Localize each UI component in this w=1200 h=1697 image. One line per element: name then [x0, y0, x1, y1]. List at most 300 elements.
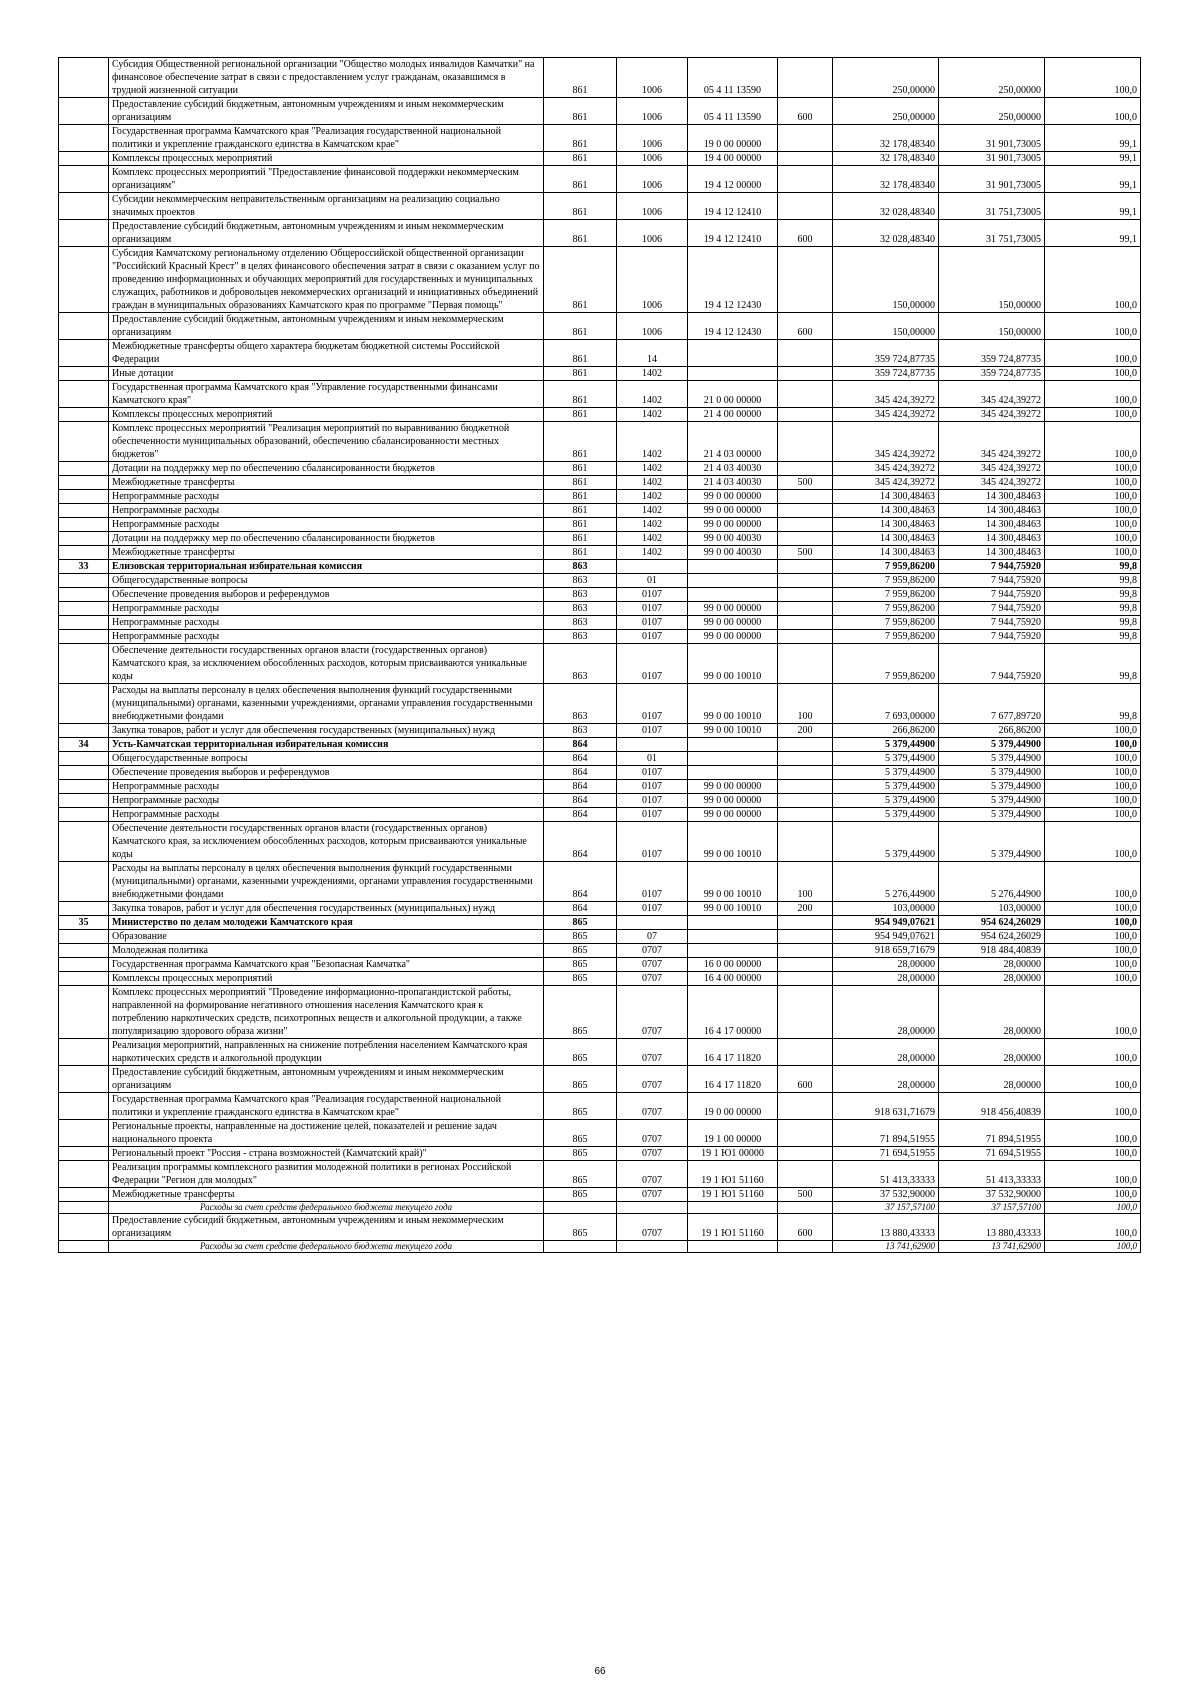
executed-amount-cell: 5 379,44900: [939, 738, 1045, 752]
section-code-cell: 0107: [617, 588, 688, 602]
ministry-code-cell: 863: [544, 644, 617, 684]
ministry-code-cell: 861: [544, 166, 617, 193]
expense-type-cell: [778, 381, 833, 408]
expense-type-cell: [778, 1120, 833, 1147]
target-article-cell: 16 4 17 11820: [688, 1066, 778, 1093]
section-code-cell: 0107: [617, 862, 688, 902]
execution-percent-cell: 100,0: [1045, 944, 1141, 958]
expense-type-cell: [778, 152, 833, 166]
expense-name-cell: Расходы за счет средств федерального бюджета текущего года: [109, 1241, 544, 1253]
execution-percent-cell: 99,8: [1045, 574, 1141, 588]
expense-type-cell: [778, 766, 833, 780]
ministry-code-cell: 861: [544, 408, 617, 422]
expense-type-cell: [778, 588, 833, 602]
table-row: [59, 1147, 1141, 1161]
expense-type-cell: [778, 247, 833, 313]
ministry-code-cell: 861: [544, 422, 617, 462]
expense-type-cell: [778, 462, 833, 476]
row-number-cell: [59, 1039, 109, 1066]
table-row: [59, 574, 1141, 588]
executed-amount-cell: 7 944,75920: [939, 602, 1045, 616]
planned-amount-cell: 32 028,48340: [833, 193, 939, 220]
planned-amount-cell: 5 379,44900: [833, 794, 939, 808]
expense-name-cell: Министерство по делам молодежи Камчатского края: [109, 916, 544, 930]
table-row: [59, 490, 1141, 504]
planned-amount-cell: 954 949,07621: [833, 930, 939, 944]
expense-name-cell: Предоставление субсидий бюджетным, автономным учреждениям и иным некоммерческим организациям: [109, 313, 544, 340]
execution-percent-cell: 100,0: [1045, 313, 1141, 340]
planned-amount-cell: 32 178,48340: [833, 125, 939, 152]
expense-name-cell: Непрограммные расходы: [109, 490, 544, 504]
section-code-cell: 0107: [617, 808, 688, 822]
ministry-code-cell: 863: [544, 602, 617, 616]
section-code-cell: 14: [617, 340, 688, 367]
table-row: [59, 313, 1141, 340]
execution-percent-cell: 100,0: [1045, 504, 1141, 518]
planned-amount-cell: 5 379,44900: [833, 738, 939, 752]
expense-name-cell: Предоставление субсидий бюджетным, автономным учреждениям и иным некоммерческим организациям: [109, 98, 544, 125]
ministry-code-cell: 861: [544, 381, 617, 408]
expense-type-cell: 600: [778, 1066, 833, 1093]
ministry-code-cell: 865: [544, 1188, 617, 1202]
expense-type-cell: 600: [778, 313, 833, 340]
row-number-cell: [59, 630, 109, 644]
ministry-code-cell: 864: [544, 862, 617, 902]
table-row: [59, 125, 1141, 152]
planned-amount-cell: 5 379,44900: [833, 752, 939, 766]
expense-name-cell: Непрограммные расходы: [109, 794, 544, 808]
section-code-cell: 0707: [617, 958, 688, 972]
table-row: [59, 560, 1141, 574]
executed-amount-cell: 7 944,75920: [939, 630, 1045, 644]
execution-percent-cell: 99,8: [1045, 630, 1141, 644]
section-code-cell: 1402: [617, 532, 688, 546]
planned-amount-cell: 345 424,39272: [833, 422, 939, 462]
planned-amount-cell: 32 178,48340: [833, 166, 939, 193]
executed-amount-cell: 31 751,73005: [939, 193, 1045, 220]
expense-name-cell: Непрограммные расходы: [109, 808, 544, 822]
ministry-code-cell: 865: [544, 1066, 617, 1093]
expense-name-cell: Комплексы процессных мероприятий: [109, 972, 544, 986]
planned-amount-cell: 51 413,33333: [833, 1161, 939, 1188]
expense-type-cell: 600: [778, 220, 833, 247]
executed-amount-cell: 31 901,73005: [939, 166, 1045, 193]
section-code-cell: 0707: [617, 1161, 688, 1188]
section-code-cell: [617, 560, 688, 574]
executed-amount-cell: 7 944,75920: [939, 616, 1045, 630]
table-row: [59, 916, 1141, 930]
row-number-cell: [59, 504, 109, 518]
table-row: [59, 408, 1141, 422]
expense-type-cell: 100: [778, 684, 833, 724]
planned-amount-cell: 37 532,90000: [833, 1188, 939, 1202]
target-article-cell: 19 4 00 00000: [688, 152, 778, 166]
planned-amount-cell: 250,00000: [833, 58, 939, 98]
table-row: [59, 166, 1141, 193]
ministry-code-cell: 861: [544, 504, 617, 518]
section-code-cell: 1006: [617, 166, 688, 193]
section-code-cell: 07: [617, 930, 688, 944]
execution-percent-cell: 99,1: [1045, 152, 1141, 166]
section-code-cell: 1402: [617, 462, 688, 476]
expense-name-cell: Молодежная политика: [109, 944, 544, 958]
ministry-code-cell: 865: [544, 1147, 617, 1161]
expense-name-cell: Межбюджетные трансферты: [109, 546, 544, 560]
expense-name-cell: Непрограммные расходы: [109, 780, 544, 794]
execution-percent-cell: 100,0: [1045, 794, 1141, 808]
execution-percent-cell: 100,0: [1045, 766, 1141, 780]
execution-percent-cell: 100,0: [1045, 780, 1141, 794]
expense-name-cell: Субсидия Общественной региональной организации "Общество молодых инвалидов Камчатки" на финансовое обеспечение затрат в связи с предоставлением услуг гражданам, оказавшимся в трудной жизненной ситуации: [109, 58, 544, 98]
section-code-cell: 1006: [617, 125, 688, 152]
executed-amount-cell: 5 379,44900: [939, 752, 1045, 766]
table-row: [59, 644, 1141, 684]
executed-amount-cell: 150,00000: [939, 313, 1045, 340]
execution-percent-cell: 100,0: [1045, 902, 1141, 916]
table-row: [59, 1188, 1141, 1202]
executed-amount-cell: 37 532,90000: [939, 1188, 1045, 1202]
target-article-cell: [688, 766, 778, 780]
table-row: [59, 247, 1141, 313]
expense-name-cell: Общегосударственные вопросы: [109, 752, 544, 766]
executed-amount-cell: 345 424,39272: [939, 381, 1045, 408]
section-code-cell: 1402: [617, 504, 688, 518]
section-code-cell: 0107: [617, 822, 688, 862]
planned-amount-cell: 28,00000: [833, 1039, 939, 1066]
planned-amount-cell: 7 959,86200: [833, 574, 939, 588]
ministry-code-cell: 861: [544, 546, 617, 560]
executed-amount-cell: 31 901,73005: [939, 152, 1045, 166]
row-number-cell: [59, 367, 109, 381]
executed-amount-cell: 7 677,89720: [939, 684, 1045, 724]
target-article-cell: 19 1 Ю1 51160: [688, 1214, 778, 1241]
planned-amount-cell: 13 741,62900: [833, 1241, 939, 1253]
section-code-cell: 0107: [617, 616, 688, 630]
ministry-code-cell: 861: [544, 476, 617, 490]
row-number-cell: [59, 766, 109, 780]
table-row: [59, 738, 1141, 752]
section-code-cell: 1402: [617, 408, 688, 422]
expense-name-cell: Комплексы процессных мероприятий: [109, 408, 544, 422]
expense-name-cell: Межбюджетные трансферты: [109, 1188, 544, 1202]
table-row: [59, 588, 1141, 602]
execution-percent-cell: 100,0: [1045, 916, 1141, 930]
planned-amount-cell: 918 659,71679: [833, 944, 939, 958]
table-row: [59, 794, 1141, 808]
section-code-cell: 0107: [617, 644, 688, 684]
target-article-cell: 99 0 00 10010: [688, 644, 778, 684]
executed-amount-cell: 31 901,73005: [939, 125, 1045, 152]
execution-percent-cell: 100,0: [1045, 518, 1141, 532]
executed-amount-cell: 345 424,39272: [939, 476, 1045, 490]
executed-amount-cell: 345 424,39272: [939, 422, 1045, 462]
executed-amount-cell: 71 894,51955: [939, 1120, 1045, 1147]
section-code-cell: 0107: [617, 630, 688, 644]
ministry-code-cell: 863: [544, 630, 617, 644]
expense-name-cell: Расходы на выплаты персоналу в целях обеспечения выполнения функций государственными (муниципальными) органами, казенными учреждениями, органами управления государственными внебюджетными фондами: [109, 862, 544, 902]
target-article-cell: 99 0 00 10010: [688, 684, 778, 724]
table-row: [59, 193, 1141, 220]
table-row: [59, 476, 1141, 490]
ministry-code-cell: 864: [544, 822, 617, 862]
target-article-cell: 19 4 12 00000: [688, 166, 778, 193]
target-article-cell: 99 0 00 00000: [688, 616, 778, 630]
execution-percent-cell: 100,0: [1045, 532, 1141, 546]
row-number-cell: [59, 724, 109, 738]
expense-name-cell: Елизовская территориальная избирательная комиссия: [109, 560, 544, 574]
execution-percent-cell: 100,0: [1045, 958, 1141, 972]
execution-percent-cell: 100,0: [1045, 367, 1141, 381]
expense-type-cell: [778, 166, 833, 193]
target-article-cell: 16 4 17 00000: [688, 986, 778, 1039]
ministry-code-cell: 861: [544, 490, 617, 504]
ministry-code-cell: 865: [544, 916, 617, 930]
row-number-cell: [59, 340, 109, 367]
budget-table-sheet: [58, 57, 1140, 1253]
section-code-cell: 1402: [617, 518, 688, 532]
target-article-cell: 99 0 00 00000: [688, 602, 778, 616]
planned-amount-cell: 32 178,48340: [833, 152, 939, 166]
executed-amount-cell: 14 300,48463: [939, 490, 1045, 504]
federal-budget-subrow: [59, 1202, 1141, 1214]
expense-name-cell: Общегосударственные вопросы: [109, 574, 544, 588]
ministry-code-cell: 861: [544, 98, 617, 125]
target-article-cell: 19 4 12 12410: [688, 193, 778, 220]
expense-type-cell: [778, 1161, 833, 1188]
planned-amount-cell: 5 379,44900: [833, 822, 939, 862]
planned-amount-cell: 13 880,43333: [833, 1214, 939, 1241]
row-number-cell: [59, 616, 109, 630]
planned-amount-cell: 345 424,39272: [833, 381, 939, 408]
row-number-cell: [59, 1214, 109, 1241]
section-code-cell: 1402: [617, 381, 688, 408]
expense-type-cell: [778, 630, 833, 644]
execution-percent-cell: 99,8: [1045, 588, 1141, 602]
execution-percent-cell: 99,1: [1045, 193, 1141, 220]
ministry-code-cell: 863: [544, 724, 617, 738]
table-row: [59, 684, 1141, 724]
expense-name-cell: Предоставление субсидий бюджетным, автономным учреждениям и иным некоммерческим организациям: [109, 220, 544, 247]
executed-amount-cell: 7 944,75920: [939, 588, 1045, 602]
planned-amount-cell: 28,00000: [833, 1066, 939, 1093]
target-article-cell: 19 0 00 00000: [688, 1093, 778, 1120]
section-code-cell: 0707: [617, 986, 688, 1039]
table-row: [59, 766, 1141, 780]
target-article-cell: [688, 1241, 778, 1253]
executed-amount-cell: 5 379,44900: [939, 822, 1045, 862]
planned-amount-cell: 5 276,44900: [833, 862, 939, 902]
section-code-cell: 1402: [617, 476, 688, 490]
section-code-cell: 1006: [617, 193, 688, 220]
executed-amount-cell: 28,00000: [939, 1039, 1045, 1066]
target-article-cell: 21 4 03 40030: [688, 476, 778, 490]
execution-percent-cell: 99,1: [1045, 125, 1141, 152]
expense-type-cell: 100: [778, 862, 833, 902]
section-code-cell: 0707: [617, 1147, 688, 1161]
planned-amount-cell: 14 300,48463: [833, 518, 939, 532]
executed-amount-cell: 359 724,87735: [939, 340, 1045, 367]
expense-type-cell: 200: [778, 724, 833, 738]
executed-amount-cell: 103,00000: [939, 902, 1045, 916]
target-article-cell: [688, 752, 778, 766]
target-article-cell: 21 4 03 40030: [688, 462, 778, 476]
execution-percent-cell: 100,0: [1045, 738, 1141, 752]
expense-type-cell: 500: [778, 476, 833, 490]
expense-name-cell: Обеспечение деятельности государственных органов власти (государственных органов) Камчатского края, за исключением обособленных расходов, которым присваиваются уникальные коды: [109, 644, 544, 684]
row-number-cell: 33: [59, 560, 109, 574]
planned-amount-cell: 5 379,44900: [833, 780, 939, 794]
expense-type-cell: [778, 916, 833, 930]
expense-type-cell: [778, 1147, 833, 1161]
expense-type-cell: [778, 958, 833, 972]
expense-type-cell: [778, 340, 833, 367]
ministry-code-cell: [544, 1241, 617, 1253]
table-row: [59, 1093, 1141, 1120]
section-code-cell: [617, 738, 688, 752]
expense-type-cell: [778, 972, 833, 986]
table-row: [59, 724, 1141, 738]
expense-name-cell: Межбюджетные трансферты общего характера бюджетам бюджетной системы Российской Федерации: [109, 340, 544, 367]
planned-amount-cell: 359 724,87735: [833, 367, 939, 381]
execution-percent-cell: 100,0: [1045, 476, 1141, 490]
execution-percent-cell: 100,0: [1045, 1147, 1141, 1161]
execution-percent-cell: 100,0: [1045, 490, 1141, 504]
ministry-code-cell: 861: [544, 462, 617, 476]
row-number-cell: [59, 408, 109, 422]
expense-name-cell: Комплекс процессных мероприятий "Проведение информационно-пропагандистской работы, направленной на формирование негативного отношения населения Камчатского края к потреблению наркотических средств, психотропных веществ и алкогольной продукции, а также популяризацию здорового образа жизни": [109, 986, 544, 1039]
row-number-cell: [59, 381, 109, 408]
ministry-code-cell: 861: [544, 125, 617, 152]
table-row: [59, 986, 1141, 1039]
row-number-cell: [59, 794, 109, 808]
table-row: [59, 944, 1141, 958]
expense-name-cell: Комплекс процессных мероприятий "Предоставление финансовой поддержки некоммерческим организациям": [109, 166, 544, 193]
execution-percent-cell: 100,0: [1045, 1120, 1141, 1147]
executed-amount-cell: 13 880,43333: [939, 1214, 1045, 1241]
target-article-cell: 99 0 00 10010: [688, 862, 778, 902]
executed-amount-cell: 28,00000: [939, 958, 1045, 972]
expense-name-cell: Дотации на поддержку мер по обеспечению сбалансированности бюджетов: [109, 462, 544, 476]
planned-amount-cell: 150,00000: [833, 247, 939, 313]
expense-name-cell: Закупка товаров, работ и услуг для обеспечения государственных (муниципальных) нужд: [109, 902, 544, 916]
row-number-cell: [59, 166, 109, 193]
execution-percent-cell: 99,8: [1045, 602, 1141, 616]
expense-name-cell: Образование: [109, 930, 544, 944]
planned-amount-cell: 954 949,07621: [833, 916, 939, 930]
target-article-cell: 05 4 11 13590: [688, 58, 778, 98]
executed-amount-cell: 14 300,48463: [939, 518, 1045, 532]
budget-table-body: [59, 58, 1141, 1253]
execution-percent-cell: 100,0: [1045, 98, 1141, 125]
section-code-cell: 0107: [617, 794, 688, 808]
planned-amount-cell: 5 379,44900: [833, 808, 939, 822]
execution-percent-cell: 100,0: [1045, 422, 1141, 462]
expense-name-cell: Закупка товаров, работ и услуг для обеспечения государственных (муниципальных) нужд: [109, 724, 544, 738]
table-row: [59, 862, 1141, 902]
expense-type-cell: 500: [778, 546, 833, 560]
target-article-cell: [688, 367, 778, 381]
expense-type-cell: 200: [778, 902, 833, 916]
planned-amount-cell: 918 631,71679: [833, 1093, 939, 1120]
executed-amount-cell: 71 694,51955: [939, 1147, 1045, 1161]
target-article-cell: [688, 738, 778, 752]
section-code-cell: 1006: [617, 220, 688, 247]
target-article-cell: 19 4 12 12430: [688, 313, 778, 340]
execution-percent-cell: 99,1: [1045, 220, 1141, 247]
expense-type-cell: [778, 490, 833, 504]
ministry-code-cell: 865: [544, 1120, 617, 1147]
execution-percent-cell: 100,0: [1045, 58, 1141, 98]
table-row: [59, 1214, 1141, 1241]
planned-amount-cell: 7 959,86200: [833, 602, 939, 616]
row-number-cell: [59, 684, 109, 724]
row-number-cell: [59, 1120, 109, 1147]
section-code-cell: 0107: [617, 780, 688, 794]
table-row: [59, 1161, 1141, 1188]
planned-amount-cell: 7 693,00000: [833, 684, 939, 724]
table-row: [59, 1039, 1141, 1066]
execution-percent-cell: 100,0: [1045, 862, 1141, 902]
expense-type-cell: [778, 780, 833, 794]
row-number-cell: 34: [59, 738, 109, 752]
execution-percent-cell: 100,0: [1045, 822, 1141, 862]
target-article-cell: 21 0 00 00000: [688, 381, 778, 408]
row-number-cell: 35: [59, 916, 109, 930]
expense-name-cell: Комплекс процессных мероприятий "Реализация мероприятий по выравниванию бюджетной обеспеченности муниципальных образований, обеспечению сбалансированности местных бюджетов": [109, 422, 544, 462]
row-number-cell: [59, 1241, 109, 1253]
target-article-cell: 19 1 Ю1 00000: [688, 1147, 778, 1161]
section-code-cell: 1402: [617, 546, 688, 560]
planned-amount-cell: 103,00000: [833, 902, 939, 916]
ministry-code-cell: 861: [544, 220, 617, 247]
execution-percent-cell: 99,8: [1045, 644, 1141, 684]
target-article-cell: 99 0 00 10010: [688, 902, 778, 916]
executed-amount-cell: 250,00000: [939, 58, 1045, 98]
expense-type-cell: [778, 752, 833, 766]
planned-amount-cell: 345 424,39272: [833, 462, 939, 476]
section-code-cell: 1402: [617, 367, 688, 381]
executed-amount-cell: 14 300,48463: [939, 532, 1045, 546]
row-number-cell: [59, 193, 109, 220]
target-article-cell: [688, 916, 778, 930]
ministry-code-cell: 865: [544, 944, 617, 958]
expense-type-cell: [778, 1202, 833, 1214]
expense-name-cell: Дотации на поддержку мер по обеспечению сбалансированности бюджетов: [109, 532, 544, 546]
planned-amount-cell: 266,86200: [833, 724, 939, 738]
target-article-cell: 99 0 00 10010: [688, 822, 778, 862]
execution-percent-cell: 100,0: [1045, 1202, 1141, 1214]
planned-amount-cell: 345 424,39272: [833, 476, 939, 490]
table-row: [59, 422, 1141, 462]
ministry-code-cell: 865: [544, 986, 617, 1039]
planned-amount-cell: 14 300,48463: [833, 504, 939, 518]
expense-name-cell: Непрограммные расходы: [109, 616, 544, 630]
expense-name-cell: Расходы за счет средств федерального бюджета текущего года: [109, 1202, 544, 1214]
planned-amount-cell: 71 694,51955: [833, 1147, 939, 1161]
executed-amount-cell: 918 456,40839: [939, 1093, 1045, 1120]
ministry-code-cell: 864: [544, 780, 617, 794]
target-article-cell: 19 1 Ю1 51160: [688, 1161, 778, 1188]
executed-amount-cell: 28,00000: [939, 986, 1045, 1039]
execution-percent-cell: 100,0: [1045, 1161, 1141, 1188]
target-article-cell: 19 0 00 00000: [688, 125, 778, 152]
execution-percent-cell: 100,0: [1045, 1241, 1141, 1253]
row-number-cell: [59, 958, 109, 972]
table-row: [59, 930, 1141, 944]
target-article-cell: 05 4 11 13590: [688, 98, 778, 125]
section-code-cell: [617, 1241, 688, 1253]
target-article-cell: 99 0 00 00000: [688, 490, 778, 504]
